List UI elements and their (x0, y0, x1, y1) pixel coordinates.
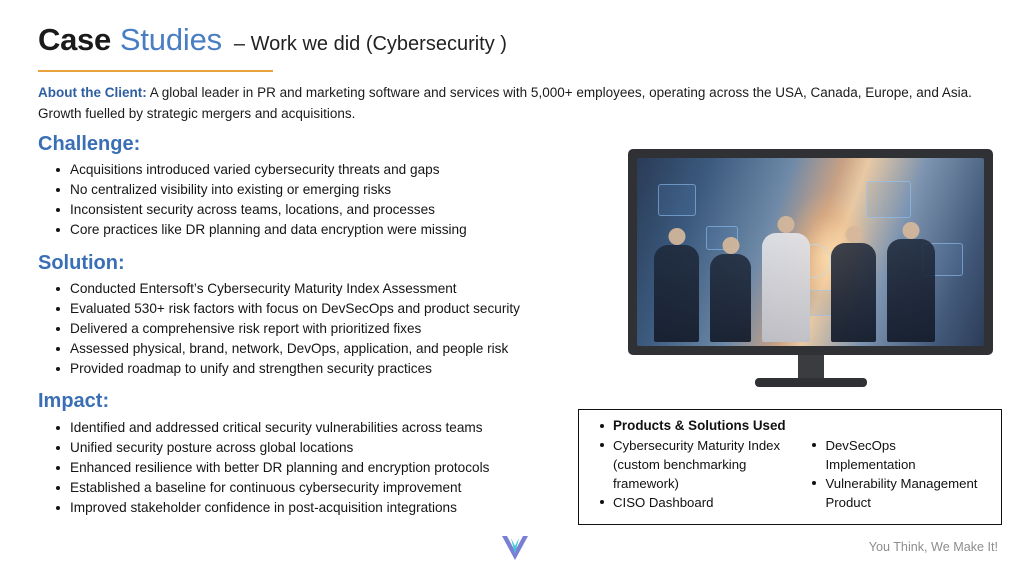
monitor-screen-image (637, 158, 984, 346)
solution-list (44, 279, 520, 379)
products-solutions-box (578, 409, 1002, 525)
person-head (722, 237, 739, 254)
title-light-word: Studies (119, 22, 222, 57)
about-client-paragraph (38, 83, 990, 125)
products-box-title: Products & Solutions Used (613, 418, 989, 433)
list-item: No centralized visibility into existing or emerging risks (70, 180, 467, 199)
about-client-text: A global leader in PR and marketing software and services with 5,000+ employees, operating across the USA, Canada, Europe, and Asia. Growth fuelled by strategic mergers and acquisitions. (38, 85, 972, 121)
about-client-label: About the Client: (38, 85, 147, 100)
products-left-column (595, 436, 797, 512)
monitor-illustration (628, 149, 993, 389)
list-item: CISO Dashboard (613, 493, 797, 512)
list-item: DevSecOps Implementation (825, 436, 989, 474)
challenge-list (44, 160, 467, 240)
title-subtitle: – Work we did (Cybersecurity ) (233, 33, 507, 55)
person-figure (654, 245, 699, 343)
impact-list (44, 418, 489, 518)
products-columns (595, 436, 989, 512)
person-figure (831, 243, 876, 343)
person-figure (762, 233, 811, 342)
monitor-frame (628, 149, 993, 355)
hud-panel-icon (866, 181, 911, 219)
person-figure (710, 254, 752, 342)
monitor-stand-base (755, 378, 867, 387)
list-item: Vulnerability Management Product (825, 474, 989, 512)
monitor-stand-neck (798, 355, 824, 380)
section-heading-impact: Impact: (38, 390, 110, 412)
person-figure (887, 239, 936, 342)
person-head (668, 228, 685, 245)
list-item: Established a baseline for continuous cybersecurity improvement (70, 478, 489, 497)
list-item: Inconsistent security across teams, locations, and processes (70, 200, 467, 219)
list-item: Conducted Entersoft’s Cybersecurity Maturity Index Assessment (70, 279, 520, 298)
list-item: Identified and addressed critical security vulnerabilities across teams (70, 418, 489, 437)
list-item: Improved stakeholder confidence in post-acquisition integrations (70, 498, 489, 517)
list-item: Acquisitions introduced varied cybersecurity threats and gaps (70, 160, 467, 179)
list-item: Evaluated 530+ risk factors with focus on DevSecOps and product security (70, 299, 520, 318)
page-title (38, 22, 507, 58)
person-head (778, 216, 795, 233)
list-item: Unified security posture across global locations (70, 438, 489, 457)
person-head (845, 226, 862, 243)
section-heading-solution: Solution: (38, 252, 125, 274)
title-underline-rule (38, 70, 273, 72)
list-item: Cybersecurity Maturity Index (custom benchmarking framework) (613, 436, 797, 493)
list-item: Delivered a comprehensive risk report with prioritized fixes (70, 319, 520, 338)
footer-tagline: You Think, We Make It! (868, 540, 998, 554)
hud-panel-icon (658, 184, 696, 216)
title-bold-word: Case (38, 22, 111, 57)
list-item: Provided roadmap to unify and strengthen security practices (70, 359, 520, 378)
company-logo-icon (498, 533, 532, 563)
section-heading-challenge: Challenge: (38, 133, 141, 155)
list-item: Assessed physical, brand, network, DevOps, application, and people risk (70, 339, 520, 358)
products-right-column (807, 436, 989, 512)
list-item: Enhanced resilience with better DR planning and encryption protocols (70, 458, 489, 477)
person-head (903, 222, 920, 239)
list-item: Core practices like DR planning and data encryption were missing (70, 220, 467, 239)
